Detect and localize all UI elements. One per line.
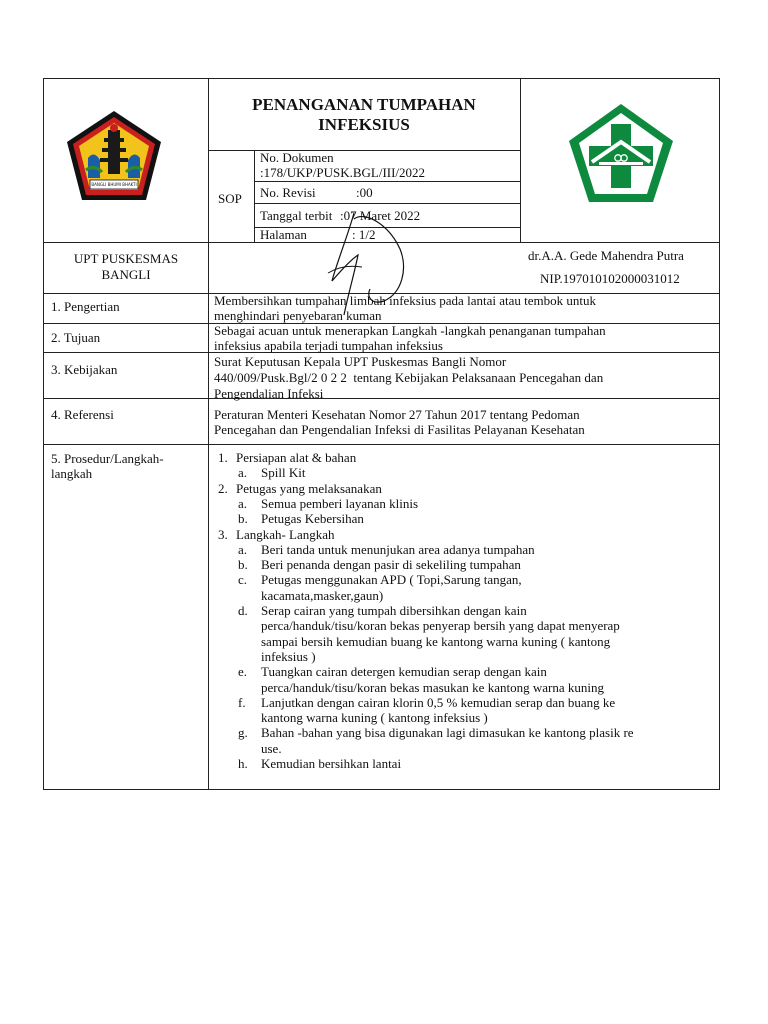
prosedur-label-line-2: langkah xyxy=(51,466,93,481)
referensi-line-1: Peraturan Menteri Kesehatan Nomor 27 Tahun 2017 tentang Pedoman xyxy=(214,407,580,422)
procedure-item-text: Petugas menggunakan APD ( Topi,Sarung tangan, xyxy=(261,572,522,588)
issue-date-label: Tanggal terbit xyxy=(260,208,333,223)
procedure-item-text: Tuangkan cairan detergen kemudian serap dengan kain xyxy=(261,664,547,680)
procedure-item-text: perca/handuk/tisu/koran bekas masukan ke kantong warna kuning xyxy=(261,679,604,695)
org-name-line-1: UPT PUSKESMAS xyxy=(73,251,179,266)
tujuan-line-1: Sebagai acuan untuk menerapkan Langkah -langkah penanganan tumpahan xyxy=(214,323,606,338)
revision-label: No. Revisi xyxy=(260,185,316,200)
title-line-1: PENANGANAN TUMPAHAN xyxy=(252,95,476,114)
procedure-item-marker: a. xyxy=(238,495,248,511)
procedure-item-text: Bahan -bahan yang bisa digunakan lagi dimasukan ke kantong plasik re xyxy=(261,725,634,741)
procedure-item-marker: a. xyxy=(238,465,248,481)
procedure-item-text: use. xyxy=(261,740,282,756)
tujuan-line-2: infeksius apabila terjadi tumpahan infeksius xyxy=(214,338,443,353)
doc-number-label: No. Dokumen xyxy=(260,150,334,165)
procedure-item-text: Petugas yang melaksanakan xyxy=(236,480,382,496)
procedure-item-marker: 1. xyxy=(218,450,228,465)
kebijakan-label: 3. Kebijakan xyxy=(51,362,118,377)
issue-date-value: :07 Maret 2022 xyxy=(340,208,421,223)
doc-number-value: :178/UKP/PUSK.BGL/III/2022 xyxy=(260,165,426,180)
procedure-item-text: Beri penanda dengan pasir di sekeliling tumpahan xyxy=(261,557,521,573)
procedure-item-marker: a. xyxy=(238,541,248,557)
procedure-item-marker: e. xyxy=(238,664,248,680)
puskesmas-logo xyxy=(566,102,676,204)
procedure-item-text: kacamata,masker,gaun) xyxy=(261,587,384,603)
procedure-item-text: Kemudian bersihkan lantai xyxy=(261,756,402,771)
kebijakan-line-3: Pengendalian Infeksi xyxy=(214,386,324,401)
title-line-2: INFEKSIUS xyxy=(318,115,410,134)
referensi-label: 4. Referensi xyxy=(51,407,114,422)
pengertian-line-1: Membersihkan tumpahan limbah infeksius pada lantai atau tembok untuk xyxy=(214,293,596,308)
page-value: : 1/2 xyxy=(352,227,376,242)
org-name-line-2: BANGLI xyxy=(101,266,151,282)
procedure-item-marker: g. xyxy=(238,725,248,741)
procedure-item-text: Serap cairan yang tumpah dibersihkan dengan kain xyxy=(261,603,527,618)
procedure-item-text: infeksius ) xyxy=(261,648,316,664)
signer-nip: NIP.197010102000031012 xyxy=(540,271,680,286)
pengertian-line-2: menghindari penyebaran kuman xyxy=(214,308,382,323)
kebijakan-line-1: Surat Keputusan Kepala UPT Puskesmas Bangli Nomor xyxy=(214,354,507,369)
pengertian-label: 1. Pengertian xyxy=(51,299,120,314)
kebijakan-line-2: 440/009/Pusk.Bgl/2 0 2 2 tentang Kebijakan Pelaksanaan Pencegahan dan xyxy=(214,370,604,385)
bangli-regency-logo xyxy=(64,108,164,204)
signer-name: dr.A.A. Gede Mahendra Putra xyxy=(528,248,684,263)
procedure-item-text: Spill Kit xyxy=(261,465,306,481)
left-logo-text: BANGLI BHUMI BHAKTI xyxy=(91,182,137,187)
document-title xyxy=(208,95,520,135)
procedure-item-marker: h. xyxy=(238,756,248,771)
procedure-item-marker: 2. xyxy=(218,480,228,496)
procedure-item-text: Petugas Kebersihan xyxy=(261,511,364,527)
procedure-item-text: Beri tanda untuk menunjukan area adanya tumpahan xyxy=(261,541,535,557)
procedure-list xyxy=(214,450,714,780)
procedure-item-text: sampai bersih kemudian buang ke kantong warna kuning ( kantong xyxy=(261,633,611,649)
tujuan-label: 2. Tujuan xyxy=(51,330,101,345)
procedure-item-text: Langkah- Langkah xyxy=(236,526,335,542)
procedure-item-marker: b. xyxy=(238,557,248,573)
procedure-item-marker: b. xyxy=(238,511,248,527)
procedure-item-text: Persiapan alat & bahan xyxy=(236,450,357,465)
prosedur-label-line-1: 5. Prosedur/Langkah- xyxy=(51,451,164,466)
procedure-item-marker: 3. xyxy=(218,526,228,542)
procedure-item-text: kantong warna kuning ( kantong infeksius ) xyxy=(261,710,488,726)
sop-label: SOP xyxy=(218,191,242,206)
procedure-item-text: perca/handuk/tisu/koran bekas penyerap bersih yang dapat menyerap xyxy=(261,618,620,634)
procedure-item-text: Lanjutkan dengan cairan klorin 0,5 % kemudian serap dan buang ke xyxy=(261,694,616,710)
org-name xyxy=(44,251,208,282)
revision-value: :00 xyxy=(356,185,373,200)
procedure-item-text: Semua pemberi layanan klinis xyxy=(261,495,419,511)
procedure-item-marker: d. xyxy=(238,603,248,618)
referensi-line-2: Pencegahan dan Pengendalian Infeksi di Fasilitas Pelayanan Kesehatan xyxy=(214,422,585,437)
procedure-item-marker: c. xyxy=(238,572,248,588)
page-label: Halaman xyxy=(260,227,307,242)
procedure-item-marker: f. xyxy=(238,694,246,710)
